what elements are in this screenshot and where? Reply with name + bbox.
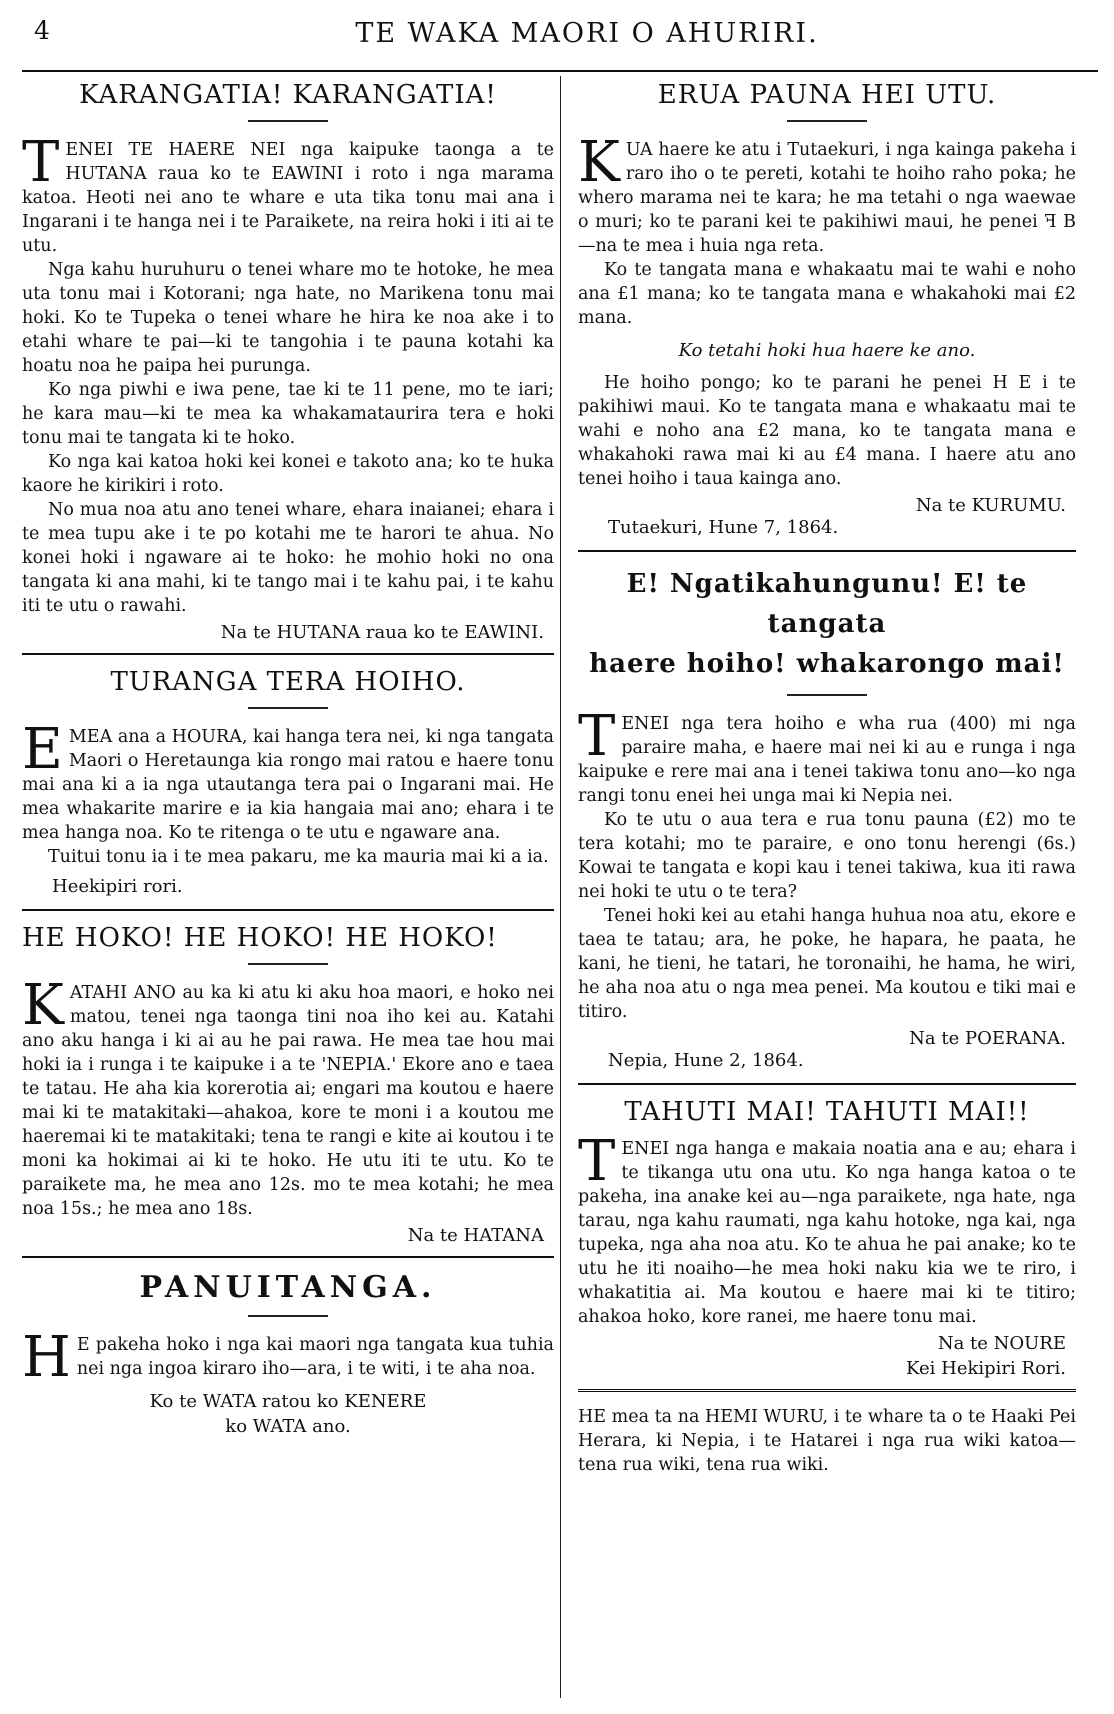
section-rule [22, 653, 554, 655]
title-rule [248, 707, 328, 709]
paragraph: He hoiho pongo; ko te parani he penei H E i te pakihiwi maui. Ko te tangata mana e whakaatu mai te wahi e noho ana £2 mana, ko te tangata mana e whakahoki rawa mai ki au £4 mana. I haere atu ano tenei hoiho i taua kainga ano. [578, 373, 1076, 489]
paragraph [578, 130, 1076, 258]
drop-cap: T [22, 130, 60, 195]
paragraph [578, 704, 1076, 808]
italic-note: Ko tetahi hoki hua haere ke ano. [678, 340, 976, 361]
signature: Na te HATANA [407, 1225, 544, 1246]
paragraph: No mua noa atu ano tenei whare, ehara inaianei; ehara i te mea tupu ake i te po kotahi me te harori te ahua. No konei hoki i ngaware ai te hoko: he mohio hoki no ona tangata ki ana mahi, ki te tango mai i te kahu pai, i te kahu iti te utu o rawahi. [22, 500, 554, 616]
paragraph [22, 973, 554, 1221]
running-head [22, 14, 1092, 52]
hehoko-section [22, 923, 554, 1246]
place-line: Tutaekuri, Hune 7, 1864. [608, 517, 839, 538]
ngatikahungunu-section [578, 564, 1076, 1073]
section-title: ERUA PAUNA HEI UTU. [657, 80, 997, 110]
paragraph-text: UA haere ke atu i Tutaekuri, i nga kainga pakeha i raro iho o te pereti, kotahi te hoiho raho poka; he whero marama nei te kara; he ma tetahi o nga waewae o muri; ko te parani kei te pakihiwi maui, he penei ꟻ B—na te mea i huia nga reta. [578, 140, 1076, 256]
place-line: Nepia, Hune 2, 1864. [608, 1050, 804, 1071]
signature: Na te POERANA. [909, 1028, 1066, 1049]
section-rule [578, 1083, 1076, 1085]
left-column [22, 80, 554, 1447]
drop-cap: T [578, 1129, 616, 1194]
signature: Ko te WATA ratou ko KENERE [149, 1391, 427, 1412]
imprint-rule [578, 1389, 1076, 1393]
signature: ko WATA ano. [225, 1416, 351, 1437]
section-rule [22, 909, 554, 911]
turanga-section [22, 667, 554, 899]
title-rule [248, 120, 328, 122]
paragraph [22, 717, 554, 845]
title-rule [787, 694, 867, 696]
header-rule [22, 70, 1098, 72]
section-title-line: haere hoiho! whakarongo mai! [589, 649, 1065, 679]
paragraph-text: ENEI TE HAERE NEI nga kaipuke taonga a te HUTANA raua ko te EAWINI i roto i nga marama katoa. Heoti nei ano te whare e uta tika tonu mai ana i Ingarani i te hanga nei i te Paraikete, na reira hoki i iti ai te utu. [22, 140, 554, 256]
paragraph-text: E pakeha hoko i nga kai maori nga tangata kua tuhia nei nga ingoa kiraro iho—ara, i te witi, i te aha noa. [76, 1335, 554, 1379]
section-title: PANUITANGA. [139, 1270, 437, 1305]
erua-section [578, 80, 1076, 540]
section-title: HE HOKO! HE HOKO! HE HOKO! [22, 923, 498, 953]
section-title-line: E! Ngatikahungunu! E! te tangata [626, 569, 1028, 639]
drop-cap: K [22, 973, 64, 1038]
paragraph: Ko te utu o aua tera e rua tonu pauna (£2) mo te tera kotahi; mo te paraire, e ono tonu herengi (6s.) Kowai te tangata e kopi kau i tenei takiwa, kua iti rawa nei hoki te utu o te tera? [578, 810, 1076, 902]
drop-cap: T [578, 704, 616, 769]
paragraph: Nga kahu huruhuru o tenei whare mo te hotoke, he mea uta tonu mai i Kotorani; nga hate, no Marikena tonu mai hoki. Ko te Tupeka o tenei whare he hira ke noa ake i to etahi whare te pai—ki te tangohia i te pauna kotahi ka hoatu noa he paipa hei purunga. [22, 260, 554, 376]
place-line: Heekipiri rori. [52, 876, 183, 897]
imprint-text: HE mea ta na HEMI WURU, i te whare ta o te Haaki Pei Herara, ki Nepia, i te Hatarei i nga rua wiki katoa—tena rua wiki, tena rua wiki. [578, 1407, 1076, 1475]
drop-cap: H [22, 1325, 71, 1390]
imprint-section [578, 1405, 1076, 1477]
paragraph-text: ENEI nga tera hoiho e wha rua (400) mi nga paraire maha, e haere mai nei ki au e runga i nga kaipuke e rere mai ana i tenei takiwa tonu ano—ko nga rangi tonu enei hei unga mai ki Nepia nei. [578, 714, 1076, 806]
title-rule [248, 1315, 328, 1317]
right-column [578, 80, 1076, 1487]
section-rule [22, 1256, 554, 1258]
paragraph: Tenei hoki kei au etahi hanga huhua noa atu, ekore e taea te tatau; ara, he poke, he hapara, he paata, he kani, he tieni, he tatari, he toronaihi, he hama, he wiri, he aha noa atu o nga mea penei. Ma koutou e tiki mai e titiro. [578, 906, 1076, 1022]
page-number: 4 [34, 16, 50, 45]
paragraph: Ko te tangata mana e whakaatu mai te wahi e noho ana £1 mana; ko te tangata mana e whakahoki mai £2 mana. [578, 260, 1076, 328]
signature: Na te KURUMU. [915, 495, 1066, 516]
paragraph [578, 1129, 1076, 1329]
paragraph-text: ENEI nga hanga e makaia noatia ana e au; ehara i te tikanga utu ona utu. Ko nga hanga katoa o te pakeha, ina anake kei au—nga paraikete, nga hate, nga tarau, nga kahu raumati, nga kahu hotoke, nga kai, nga tupeka, nga aha noa atu. Ko te ahua he pai anake; ko te utu he iti noaiho—he mea hoki naku kia we te riro, i whakatitia ai. Ma koutou e haere mai ki te titiro; ahakoa hoko, kore ranei, me haere tonu mai. [578, 1139, 1076, 1327]
paragraph [22, 130, 554, 258]
section-title: KARANGATIA! KARANGATIA! [79, 80, 497, 110]
paragraph: Tuitui tonu ia i te mea pakaru, me ka mauria mai ki a ia. [48, 847, 549, 867]
column-divider [560, 76, 561, 1698]
section-title: TURANGA TERA HOIHO. [110, 667, 466, 697]
drop-cap: E [22, 717, 63, 782]
drop-cap: K [578, 130, 620, 195]
signature: Kei Hekipiri Rori. [906, 1358, 1066, 1379]
paragraph: Ko nga piwhi e iwa pene, tae ki te 11 pene, mo te iari; he kara mau—ki te mea ka whakamataurira tera e hoki tonu mai te tangata ki te hoko. [22, 380, 554, 448]
tahuti-section [578, 1097, 1076, 1379]
signature: Na te NOURE [937, 1333, 1066, 1354]
paragraph [22, 1325, 554, 1390]
title-rule [787, 120, 867, 122]
paragraph-text: MEA ana a HOURA, kai hanga tera nei, ki nga tangata Maori o Heretaunga kia rongo mai ratou e haere tonu mai ana ki a ia nga utautanga tera pai o Ingarani mai. He mea whakarite marire e ia kia hangaia mai ano; ehara i te mea hanga noa. Ko te ritenga o te utu e ngaware ana. [22, 727, 554, 843]
section-rule [578, 550, 1076, 552]
paragraph-text: ATAHI ANO au ka ki atu ki aku hoa maori, e hoko nei matou, tenei nga taonga tini noa iho kei au. Katahi ano aku hanga i ki ai au he pai rawa. He mea tae hou mai hoki ia i runga i te kaipuke i a te 'NEPIA.' Ekore ano e taea te tatau. He aha kia korerotia ai; engari ma koutou e haere mai ki te matakitaki—ahakoa, kore te moni i a koutou me haeremai ki te matakitaki; tena te rangi e kite ai koutou i te moni ka hokimai ai ki te hoko. He utu iti te utu. Ko te paraikete ma, he mea ano 12s. mo te mea kotahi; he mea noa 15s.; he mea ano 18s. [22, 983, 554, 1219]
paragraph: Ko nga kai katoa hoki kei konei e takoto ana; ko te huka kaore he kirikiri i roto. [22, 452, 554, 496]
section-title: TAHUTI MAI! TAHUTI MAI!! [624, 1097, 1030, 1127]
masthead-title: TE WAKA MAORI O AHURIRI. [355, 18, 819, 49]
karangatia-section [22, 80, 554, 643]
signature: Na te HUTANA raua ko te EAWINI. [220, 622, 544, 643]
title-rule [248, 963, 328, 965]
panuitanga-section [22, 1270, 554, 1437]
